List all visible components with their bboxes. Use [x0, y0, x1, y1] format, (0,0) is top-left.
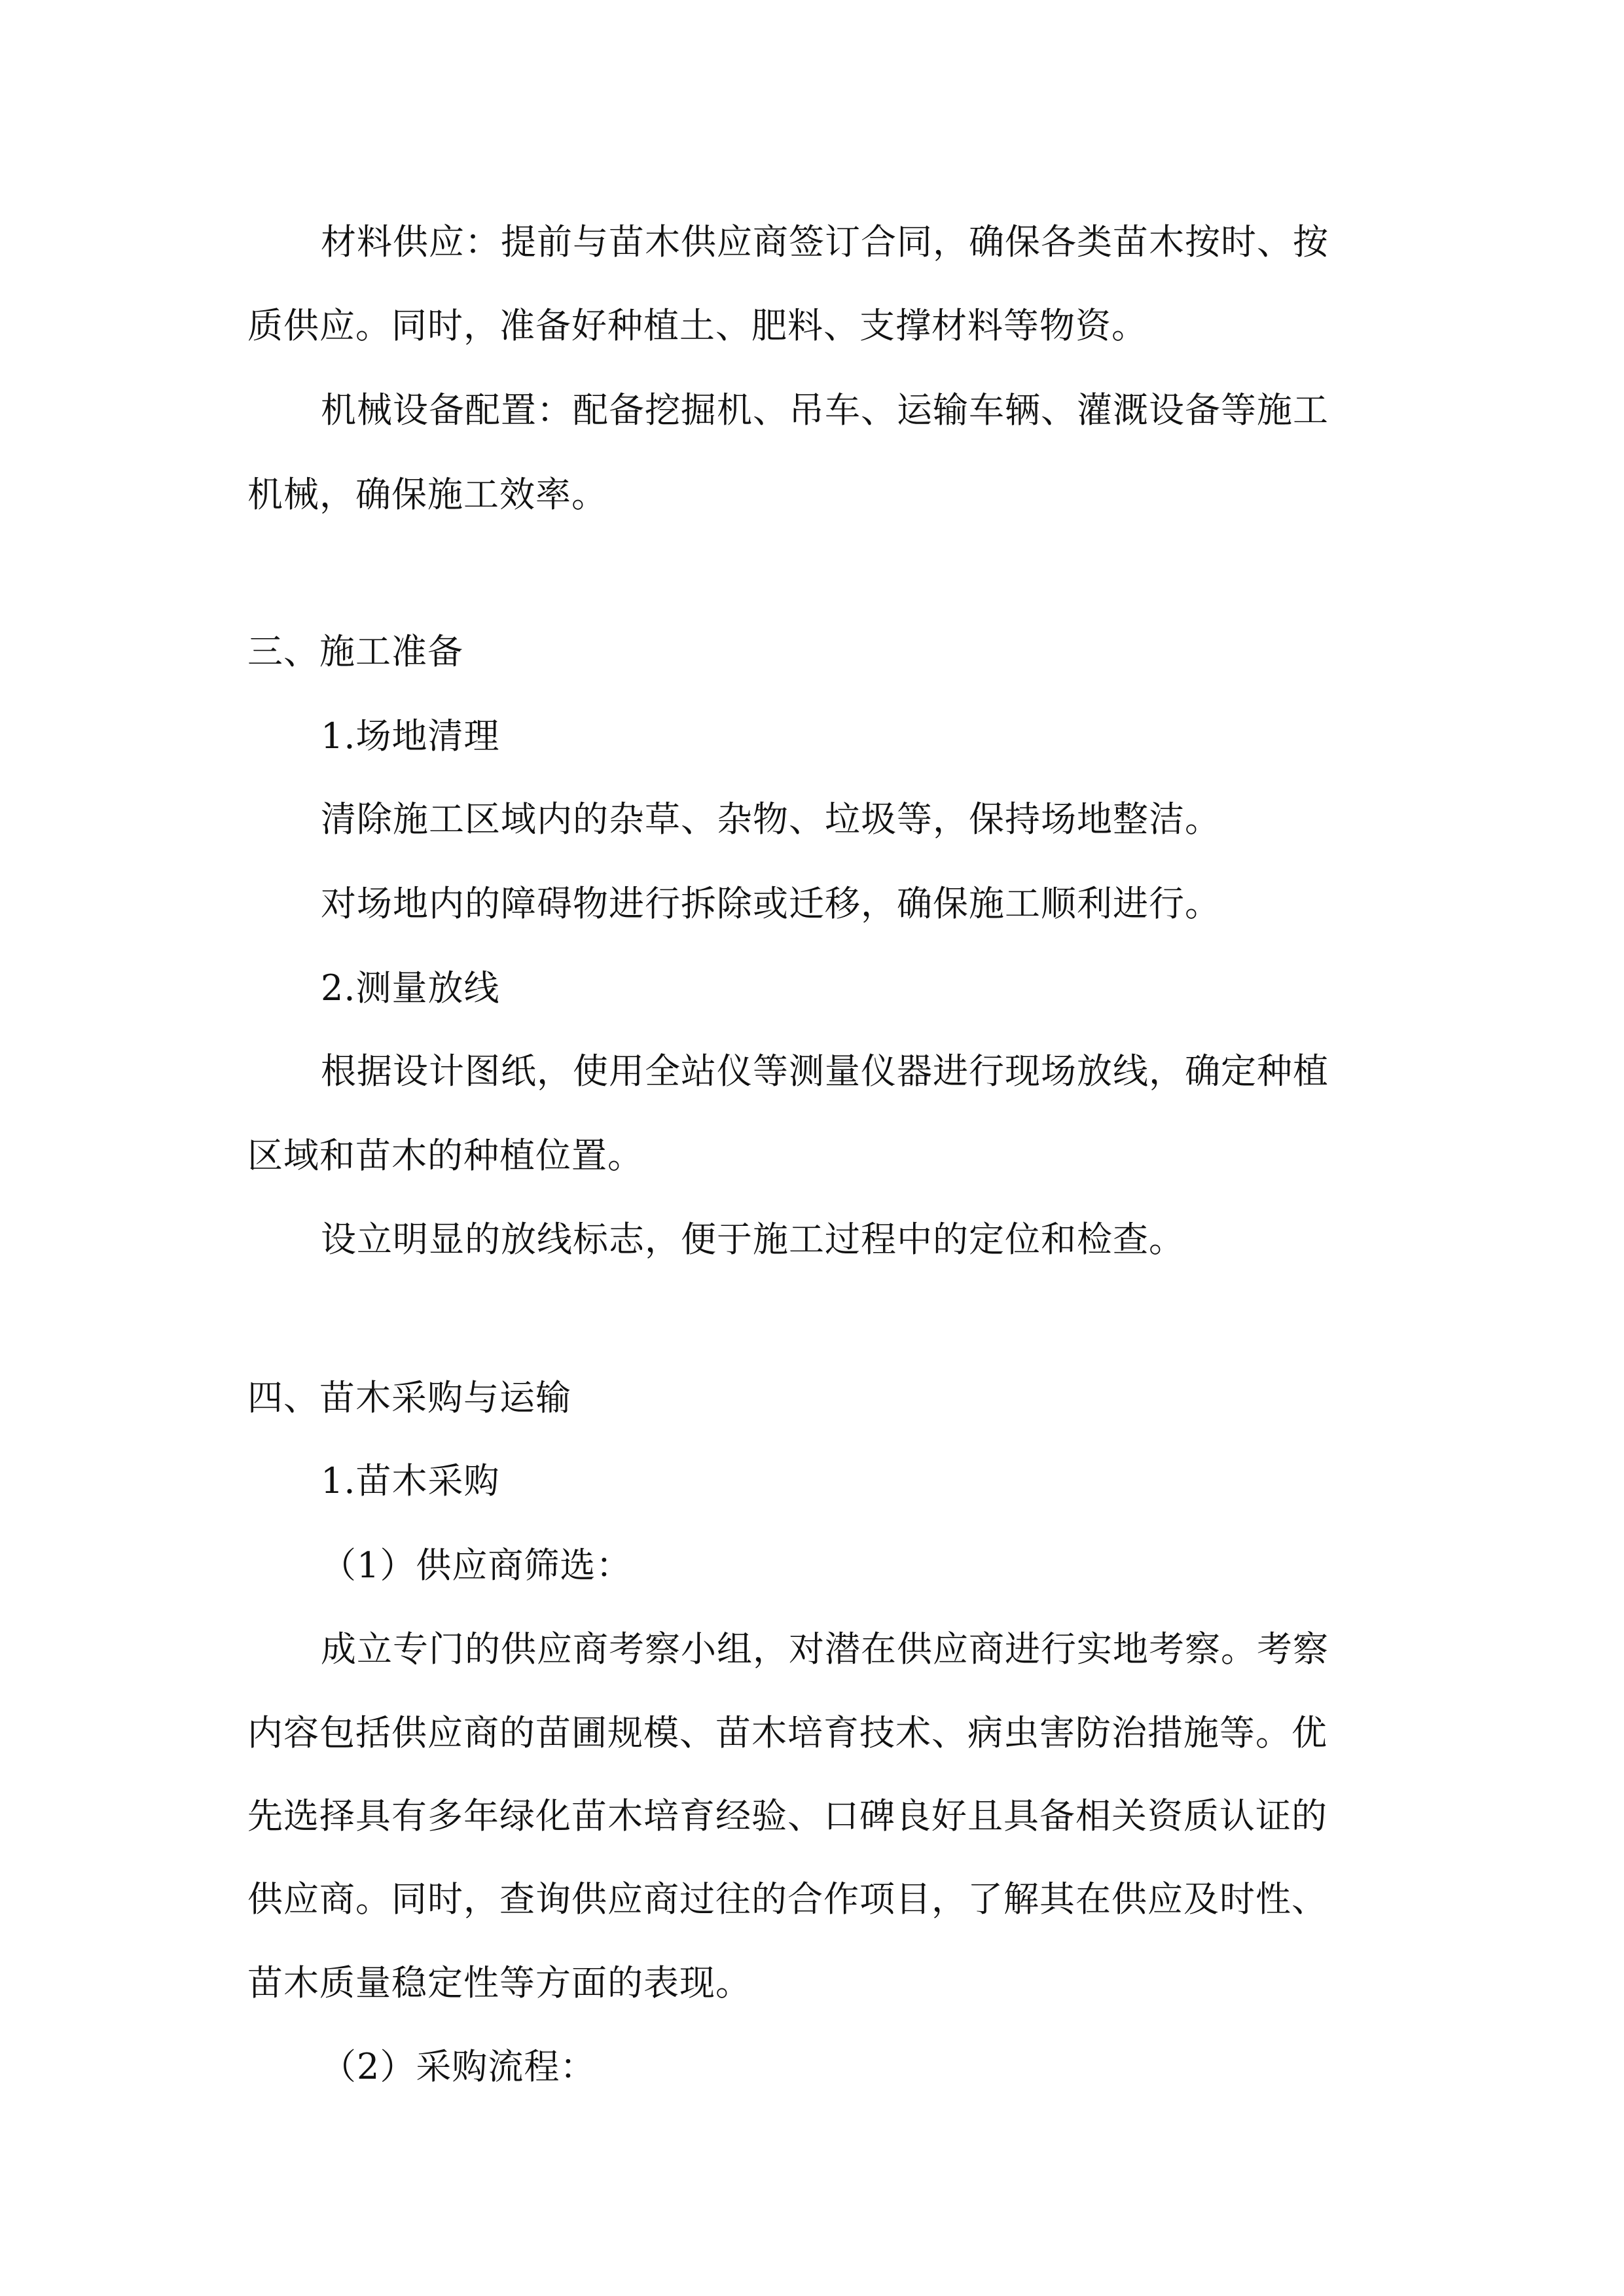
- paragraph-material-supply-line-1: 材料供应：提前与苗木供应商签订合同，确保各类苗木按时、按: [321, 221, 1329, 262]
- section-heading-3: 三、施工准备: [247, 631, 463, 672]
- section-heading-4: 四、苗木采购与运输: [247, 1377, 571, 1418]
- subheading-supplier-screening: （1）供应商筛选：: [321, 1545, 632, 1586]
- subheading-purchase: 1.苗木采购: [321, 1460, 500, 1501]
- paragraph-material-supply-line-2: 质供应。同时，准备好种植土、肥料、支撑材料等物资。: [247, 305, 1147, 346]
- paragraph-screening-line-1: 成立专门的供应商考察小组，对潜在供应商进行实地考察。考察: [321, 1628, 1329, 1670]
- paragraph-screening-line-4: 供应商。同时，查询供应商过往的合作项目，了解其在供应及时性、: [247, 1878, 1327, 1920]
- paragraph-survey-line-2: 区域和苗木的种植位置。: [247, 1135, 643, 1176]
- paragraph-screening-line-2: 内容包括供应商的苗圃规模、苗木培育技术、病虫害防治措施等。优: [247, 1712, 1327, 1753]
- paragraph-cleanup-1: 清除施工区域内的杂草、杂物、垃圾等，保持场地整洁。: [321, 798, 1221, 840]
- paragraph-equipment-line-2: 机械，确保施工效率。: [247, 474, 607, 515]
- paragraph-screening-line-3: 先选择具有多年绿化苗木培育经验、口碑良好且具备相关资质认证的: [247, 1795, 1327, 1837]
- subheading-site-cleanup: 1.场地清理: [321, 715, 500, 757]
- subheading-survey: 2.测量放线: [321, 967, 500, 1009]
- paragraph-survey-markers: 设立明显的放线标志，便于施工过程中的定位和检查。: [321, 1219, 1185, 1260]
- paragraph-survey-line-1: 根据设计图纸，使用全站仪等测量仪器进行现场放线，确定种植: [321, 1050, 1329, 1092]
- paragraph-cleanup-2: 对场地内的障碍物进行拆除或迁移，确保施工顺利进行。: [321, 883, 1221, 924]
- paragraph-equipment-line-1: 机械设备配置：配备挖掘机、吊车、运输车辆、灌溉设备等施工: [321, 389, 1329, 431]
- paragraph-screening-line-5: 苗木质量稳定性等方面的表现。: [247, 1962, 751, 2003]
- subheading-purchase-process: （2）采购流程：: [321, 2046, 596, 2087]
